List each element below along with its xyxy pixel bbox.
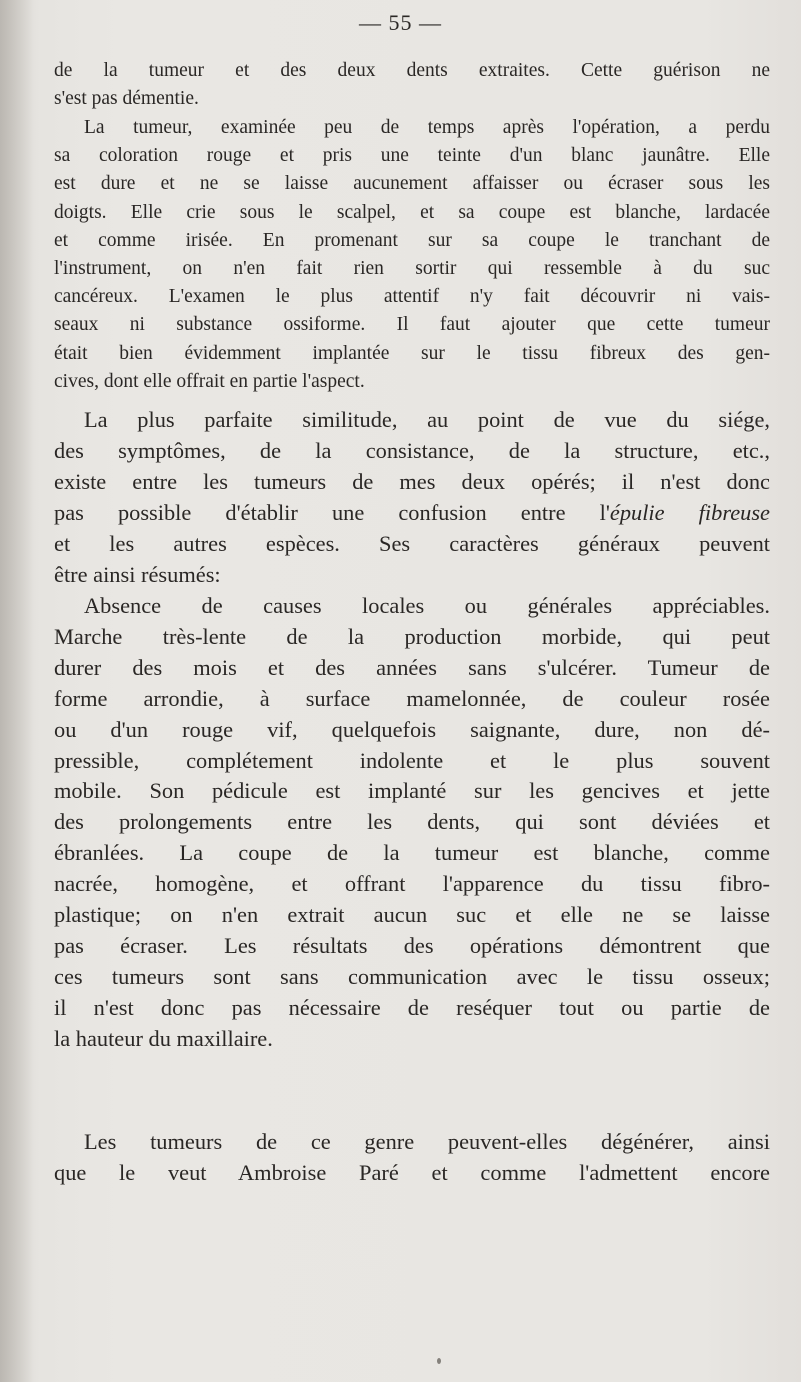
text-line: durer des mois et des années sans s'ulcérer. Tumeur de xyxy=(54,654,770,680)
text-line: et les autres espèces. Ses caractères généraux peuvent xyxy=(54,530,770,556)
text-line: ces tumeurs sont sans communication avec le tissu osseux; xyxy=(54,963,770,989)
text-line: s'est pas démentie. xyxy=(54,88,199,110)
text-line: sa coloration rouge et pris une teinte d'un blanc jaunâtre. Elle xyxy=(54,145,770,167)
text-line: l'instrument, on n'en fait rien sortir qui ressemble à du suc xyxy=(54,258,770,280)
paragraph-2 xyxy=(54,114,770,396)
text-line: ou d'un rouge vif, quelquefois saignante, dure, non dé- xyxy=(54,716,770,742)
text-line xyxy=(54,498,770,529)
text-line: existe entre les tumeurs de mes deux opérés; il n'est donc xyxy=(54,468,770,494)
text-line: plastique; on n'en extrait aucun suc et elle ne se laisse xyxy=(54,902,770,928)
page-number: — 55 — xyxy=(359,10,442,35)
text-line: cancéreux. L'examen le plus attentif n'y fait découvrir ni vais- xyxy=(54,286,770,308)
text-line: des symptômes, de la consistance, de la structure, etc., xyxy=(54,437,770,463)
text-line: doigts. Elle crie sous le scalpel, et sa coupe est blanche, lardacée xyxy=(54,201,770,223)
ink-speck xyxy=(437,1358,441,1364)
text-span: pas possible d'établir une confusion entre l' xyxy=(54,499,610,525)
text-line: forme arrondie, à surface mamelonnée, de couleur rosée xyxy=(54,685,770,711)
text-line: il n'est donc pas nécessaire de reséquer tout ou partie de xyxy=(54,994,770,1020)
text-line: cives, dont elle offrait en partie l'aspect. xyxy=(54,370,365,392)
text-line: est dure et ne se laisse aucunement affaisser ou écraser sous les xyxy=(54,173,770,195)
text-line: seaux ni substance ossiforme. Il faut ajouter que cette tumeur xyxy=(54,314,770,336)
paragraph-4 xyxy=(54,591,770,1055)
text-line: La plus parfaite similitude, au point de vue du siége, xyxy=(84,407,770,432)
paragraph-1 xyxy=(54,57,770,113)
text-line: La tumeur, examinée peu de temps après l'opération, a perdu xyxy=(84,117,770,138)
text-line: des prolongements entre les dents, qui sont déviées et xyxy=(54,809,770,835)
text-line: pas écraser. Les résultats des opérations démontrent que xyxy=(54,932,770,958)
text-line: et comme irisée. En promenant sur sa coupe le tranchant de xyxy=(54,229,770,251)
text-line: être ainsi résumés: xyxy=(54,561,221,587)
text-line: ébranlées. La coupe de la tumeur est blanche, comme xyxy=(54,840,770,866)
text-line: Les tumeurs de ce genre peuvent-elles dégénérer, ainsi xyxy=(84,1129,770,1154)
text-line: pressible, complétement indolente et le plus souvent xyxy=(54,747,770,773)
text-line: la hauteur du maxillaire. xyxy=(54,1025,273,1051)
text-line: de la tumeur et des deux dents extraites. Cette guérison ne xyxy=(54,60,770,81)
binding-shadow xyxy=(0,0,34,1382)
paragraph-3 xyxy=(54,405,770,590)
text-line: Absence de causes locales ou générales appréciables. xyxy=(84,593,770,618)
italic-term: épulie fibreuse xyxy=(609,499,770,525)
paragraph-5 xyxy=(54,1127,770,1189)
text-line: était bien évidemment implantée sur le tissu fibreux des gen- xyxy=(54,342,770,364)
text-line: que le veut Ambroise Paré et comme l'admettent encore xyxy=(54,1159,770,1185)
text-line: mobile. Son pédicule est implanté sur les gencives et jette xyxy=(54,778,770,804)
text-line: Marche très-lente de la production morbide, qui peut xyxy=(54,623,770,649)
text-line: nacrée, homogène, et offrant l'apparence du tissu fibro- xyxy=(54,871,770,897)
